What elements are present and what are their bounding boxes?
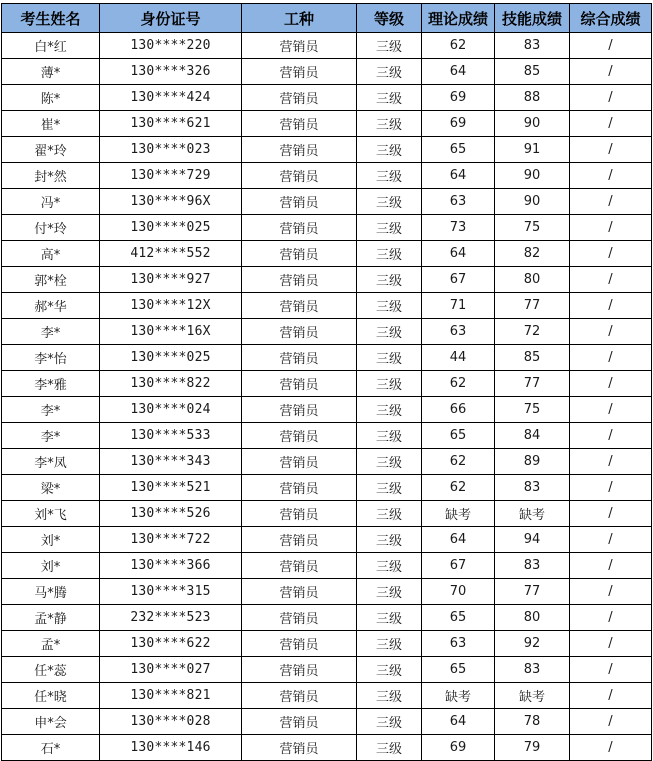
cell-name: 郝*华 — [2, 293, 100, 319]
cell-name: 李* — [2, 319, 100, 345]
cell-skill-score: 91 — [495, 137, 570, 163]
table-row — [2, 137, 652, 163]
cell-theory-score: 65 — [422, 137, 495, 163]
cell-overall-score: / — [570, 449, 652, 475]
cell-id-number: 130****028 — [100, 709, 242, 735]
cell-name: 冯* — [2, 189, 100, 215]
table-row — [2, 475, 652, 501]
table-row — [2, 449, 652, 475]
cell-skill-score: 85 — [495, 345, 570, 371]
cell-name: 梁* — [2, 475, 100, 501]
cell-level: 三级 — [357, 553, 422, 579]
cell-skill-score: 85 — [495, 59, 570, 85]
cell-overall-score: / — [570, 319, 652, 345]
cell-skill-score: 77 — [495, 293, 570, 319]
table-row — [2, 709, 652, 735]
cell-name: 刘*飞 — [2, 501, 100, 527]
cell-skill-score: 89 — [495, 449, 570, 475]
cell-name: 申*会 — [2, 709, 100, 735]
cell-overall-score: / — [570, 423, 652, 449]
cell-level: 三级 — [357, 293, 422, 319]
cell-id-number: 130****315 — [100, 579, 242, 605]
cell-level: 三级 — [357, 579, 422, 605]
cell-level: 三级 — [357, 371, 422, 397]
cell-theory-score: 69 — [422, 735, 495, 761]
table-row — [2, 33, 652, 59]
cell-level: 三级 — [357, 735, 422, 761]
cell-overall-score: / — [570, 735, 652, 761]
cell-level: 三级 — [357, 189, 422, 215]
header-level: 等级 — [357, 4, 422, 33]
cell-id-number: 130****025 — [100, 215, 242, 241]
cell-skill-score: 72 — [495, 319, 570, 345]
table-row — [2, 241, 652, 267]
cell-overall-score: / — [570, 397, 652, 423]
cell-level: 三级 — [357, 475, 422, 501]
cell-name: 崔* — [2, 111, 100, 137]
cell-theory-score: 67 — [422, 553, 495, 579]
cell-name: 孟*静 — [2, 605, 100, 631]
cell-name: 刘* — [2, 553, 100, 579]
cell-level: 三级 — [357, 423, 422, 449]
cell-job-type: 营销员 — [242, 579, 357, 605]
cell-id-number: 412****552 — [100, 241, 242, 267]
cell-name: 任*晓 — [2, 683, 100, 709]
cell-level: 三级 — [357, 631, 422, 657]
table-row — [2, 397, 652, 423]
cell-overall-score: / — [570, 683, 652, 709]
table-row — [2, 553, 652, 579]
table-row — [2, 293, 652, 319]
cell-theory-score: 65 — [422, 657, 495, 683]
cell-theory-score: 73 — [422, 215, 495, 241]
cell-name: 翟*玲 — [2, 137, 100, 163]
cell-id-number: 130****622 — [100, 631, 242, 657]
cell-level: 三级 — [357, 241, 422, 267]
cell-overall-score: / — [570, 163, 652, 189]
table-row — [2, 657, 652, 683]
cell-theory-score: 65 — [422, 605, 495, 631]
header-job-type: 工种 — [242, 4, 357, 33]
cell-name: 李*雅 — [2, 371, 100, 397]
cell-id-number: 130****027 — [100, 657, 242, 683]
cell-overall-score: / — [570, 293, 652, 319]
cell-level: 三级 — [357, 345, 422, 371]
cell-job-type: 营销员 — [242, 111, 357, 137]
cell-job-type: 营销员 — [242, 657, 357, 683]
cell-id-number: 130****326 — [100, 59, 242, 85]
table-row — [2, 111, 652, 137]
cell-id-number: 130****146 — [100, 735, 242, 761]
cell-overall-score: / — [570, 371, 652, 397]
cell-skill-score: 82 — [495, 241, 570, 267]
cell-theory-score: 64 — [422, 527, 495, 553]
table-row — [2, 423, 652, 449]
cell-name: 任*蕊 — [2, 657, 100, 683]
cell-id-number: 130****023 — [100, 137, 242, 163]
cell-level: 三级 — [357, 59, 422, 85]
cell-id-number: 232****523 — [100, 605, 242, 631]
table-row — [2, 579, 652, 605]
cell-job-type: 营销员 — [242, 423, 357, 449]
table-row — [2, 319, 652, 345]
cell-overall-score: / — [570, 111, 652, 137]
cell-id-number: 130****12X — [100, 293, 242, 319]
cell-skill-score: 94 — [495, 527, 570, 553]
cell-overall-score: / — [570, 527, 652, 553]
cell-job-type: 营销员 — [242, 371, 357, 397]
cell-level: 三级 — [357, 215, 422, 241]
table-row — [2, 371, 652, 397]
cell-level: 三级 — [357, 137, 422, 163]
header-row — [2, 4, 652, 33]
cell-skill-score: 84 — [495, 423, 570, 449]
cell-theory-score: 70 — [422, 579, 495, 605]
cell-overall-score: / — [570, 189, 652, 215]
cell-theory-score: 63 — [422, 631, 495, 657]
cell-job-type: 营销员 — [242, 215, 357, 241]
cell-theory-score: 62 — [422, 33, 495, 59]
cell-skill-score: 88 — [495, 85, 570, 111]
cell-id-number: 130****729 — [100, 163, 242, 189]
cell-name: 李* — [2, 423, 100, 449]
cell-level: 三级 — [357, 111, 422, 137]
cell-name: 刘* — [2, 527, 100, 553]
cell-level: 三级 — [357, 605, 422, 631]
header-name: 考生姓名 — [2, 4, 100, 33]
cell-overall-score: / — [570, 631, 652, 657]
cell-theory-score: 69 — [422, 85, 495, 111]
cell-skill-score: 83 — [495, 475, 570, 501]
cell-job-type: 营销员 — [242, 85, 357, 111]
cell-skill-score: 78 — [495, 709, 570, 735]
cell-level: 三级 — [357, 683, 422, 709]
cell-job-type: 营销员 — [242, 293, 357, 319]
cell-overall-score: / — [570, 215, 652, 241]
cell-id-number: 130****521 — [100, 475, 242, 501]
cell-name: 李*凤 — [2, 449, 100, 475]
cell-id-number: 130****927 — [100, 267, 242, 293]
cell-skill-score: 77 — [495, 579, 570, 605]
cell-job-type: 营销员 — [242, 527, 357, 553]
cell-job-type: 营销员 — [242, 163, 357, 189]
cell-job-type: 营销员 — [242, 267, 357, 293]
cell-job-type: 营销员 — [242, 553, 357, 579]
cell-level: 三级 — [357, 319, 422, 345]
cell-name: 高* — [2, 241, 100, 267]
cell-job-type: 营销员 — [242, 605, 357, 631]
table-row — [2, 631, 652, 657]
cell-skill-score: 83 — [495, 657, 570, 683]
cell-theory-score: 缺考 — [422, 501, 495, 527]
cell-overall-score: / — [570, 241, 652, 267]
score-table — [1, 3, 652, 761]
cell-job-type: 营销员 — [242, 241, 357, 267]
cell-id-number: 130****533 — [100, 423, 242, 449]
cell-overall-score: / — [570, 605, 652, 631]
cell-skill-score: 90 — [495, 111, 570, 137]
header-overall-score: 综合成绩 — [570, 4, 652, 33]
cell-theory-score: 71 — [422, 293, 495, 319]
cell-overall-score: / — [570, 579, 652, 605]
table-row — [2, 59, 652, 85]
cell-theory-score: 66 — [422, 397, 495, 423]
table-row — [2, 735, 652, 761]
cell-name: 马*腾 — [2, 579, 100, 605]
cell-name: 薄* — [2, 59, 100, 85]
cell-skill-score: 75 — [495, 397, 570, 423]
cell-name: 李*怡 — [2, 345, 100, 371]
table-row — [2, 189, 652, 215]
table-row — [2, 163, 652, 189]
cell-skill-score: 79 — [495, 735, 570, 761]
cell-skill-score: 75 — [495, 215, 570, 241]
cell-level: 三级 — [357, 527, 422, 553]
cell-level: 三级 — [357, 709, 422, 735]
cell-theory-score: 62 — [422, 449, 495, 475]
cell-job-type: 营销员 — [242, 475, 357, 501]
table-row — [2, 683, 652, 709]
cell-overall-score: / — [570, 657, 652, 683]
cell-skill-score: 90 — [495, 163, 570, 189]
cell-name: 郭*栓 — [2, 267, 100, 293]
cell-id-number: 130****024 — [100, 397, 242, 423]
cell-level: 三级 — [357, 85, 422, 111]
cell-job-type: 营销员 — [242, 501, 357, 527]
cell-theory-score: 63 — [422, 189, 495, 215]
cell-overall-score: / — [570, 501, 652, 527]
cell-id-number: 130****366 — [100, 553, 242, 579]
cell-theory-score: 63 — [422, 319, 495, 345]
cell-id-number: 130****424 — [100, 85, 242, 111]
cell-job-type: 营销员 — [242, 319, 357, 345]
cell-name: 封*然 — [2, 163, 100, 189]
cell-name: 白*红 — [2, 33, 100, 59]
cell-overall-score: / — [570, 709, 652, 735]
cell-theory-score: 64 — [422, 709, 495, 735]
cell-job-type: 营销员 — [242, 59, 357, 85]
cell-theory-score: 65 — [422, 423, 495, 449]
table-row — [2, 267, 652, 293]
cell-id-number: 130****621 — [100, 111, 242, 137]
table-row — [2, 501, 652, 527]
table-row — [2, 215, 652, 241]
cell-level: 三级 — [357, 163, 422, 189]
table-row — [2, 527, 652, 553]
cell-skill-score: 缺考 — [495, 501, 570, 527]
cell-skill-score: 77 — [495, 371, 570, 397]
cell-skill-score: 缺考 — [495, 683, 570, 709]
cell-job-type: 营销员 — [242, 33, 357, 59]
header-skill-score: 技能成绩 — [495, 4, 570, 33]
cell-overall-score: / — [570, 267, 652, 293]
table-body — [2, 33, 652, 761]
cell-name: 孟* — [2, 631, 100, 657]
cell-id-number: 130****343 — [100, 449, 242, 475]
cell-theory-score: 62 — [422, 371, 495, 397]
cell-overall-score: / — [570, 137, 652, 163]
cell-job-type: 营销员 — [242, 735, 357, 761]
table-row — [2, 345, 652, 371]
cell-overall-score: / — [570, 85, 652, 111]
cell-theory-score: 67 — [422, 267, 495, 293]
cell-theory-score: 64 — [422, 241, 495, 267]
cell-level: 三级 — [357, 657, 422, 683]
cell-skill-score: 83 — [495, 553, 570, 579]
cell-overall-score: / — [570, 475, 652, 501]
cell-level: 三级 — [357, 397, 422, 423]
cell-id-number: 130****722 — [100, 527, 242, 553]
table-row — [2, 85, 652, 111]
cell-job-type: 营销员 — [242, 709, 357, 735]
cell-level: 三级 — [357, 501, 422, 527]
cell-skill-score: 90 — [495, 189, 570, 215]
cell-theory-score: 44 — [422, 345, 495, 371]
cell-skill-score: 83 — [495, 33, 570, 59]
cell-theory-score: 缺考 — [422, 683, 495, 709]
cell-name: 付*玲 — [2, 215, 100, 241]
cell-theory-score: 64 — [422, 163, 495, 189]
cell-job-type: 营销员 — [242, 189, 357, 215]
cell-id-number: 130****220 — [100, 33, 242, 59]
cell-id-number: 130****526 — [100, 501, 242, 527]
cell-level: 三级 — [357, 267, 422, 293]
cell-job-type: 营销员 — [242, 449, 357, 475]
header-theory-score: 理论成绩 — [422, 4, 495, 33]
table-row — [2, 605, 652, 631]
header-id-number: 身份证号 — [100, 4, 242, 33]
cell-job-type: 营销员 — [242, 683, 357, 709]
cell-job-type: 营销员 — [242, 397, 357, 423]
cell-job-type: 营销员 — [242, 345, 357, 371]
cell-level: 三级 — [357, 449, 422, 475]
cell-overall-score: / — [570, 59, 652, 85]
cell-theory-score: 69 — [422, 111, 495, 137]
cell-name: 陈* — [2, 85, 100, 111]
cell-skill-score: 80 — [495, 605, 570, 631]
cell-id-number: 130****822 — [100, 371, 242, 397]
cell-name: 李* — [2, 397, 100, 423]
cell-id-number: 130****16X — [100, 319, 242, 345]
cell-skill-score: 92 — [495, 631, 570, 657]
cell-overall-score: / — [570, 345, 652, 371]
cell-job-type: 营销员 — [242, 137, 357, 163]
cell-overall-score: / — [570, 553, 652, 579]
cell-name: 石* — [2, 735, 100, 761]
cell-theory-score: 62 — [422, 475, 495, 501]
cell-id-number: 130****025 — [100, 345, 242, 371]
cell-skill-score: 80 — [495, 267, 570, 293]
cell-overall-score: / — [570, 33, 652, 59]
cell-id-number: 130****821 — [100, 683, 242, 709]
cell-level: 三级 — [357, 33, 422, 59]
cell-theory-score: 64 — [422, 59, 495, 85]
cell-id-number: 130****96X — [100, 189, 242, 215]
cell-job-type: 营销员 — [242, 631, 357, 657]
